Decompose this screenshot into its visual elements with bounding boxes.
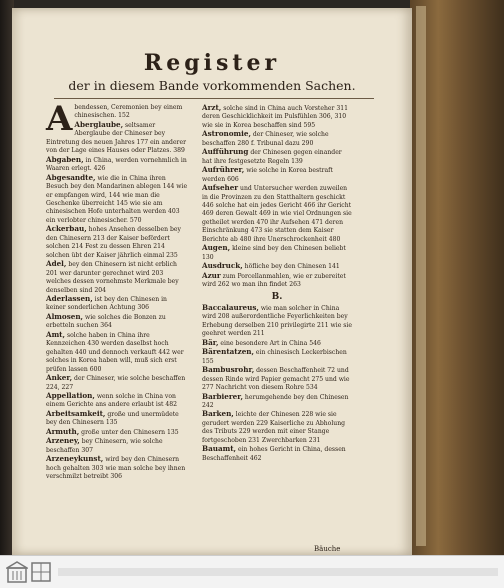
entry-keyword: Aufführung — [202, 147, 249, 157]
entry-keyword: Aufrührer, — [202, 165, 245, 175]
index-entry — [46, 260, 188, 295]
entry-text: höfliche bey den Chinesen 141 — [242, 263, 340, 271]
entry-keyword: Abgesandte, — [46, 172, 96, 182]
institution-logo-icon — [30, 560, 52, 584]
entry-text: der Chineser, wie solche beschaffen 280 f. Tribunal dazu 290 — [202, 131, 329, 147]
index-entry — [202, 148, 352, 166]
entry-text: bendessen, Ceremonien bey einem chinesischen. 152 — [74, 104, 183, 120]
title-rule — [54, 98, 374, 99]
entry-text: herumgehende bey den Chinesen 242 — [202, 393, 349, 409]
entry-text: ein hohes Gericht in China, dessen Beschaffenheit 462 — [202, 446, 346, 462]
entry-keyword: Aderlassen, — [46, 293, 93, 303]
entry-keyword: Baccalaureus, — [202, 302, 259, 312]
index-entry — [46, 156, 188, 174]
index-entry — [202, 393, 352, 411]
index-entry — [46, 437, 188, 455]
index-entry — [202, 348, 352, 366]
entry-text: wie man solcher in China wird 208 außerordentliche Feyerlichkeiten bey Erhebung derselben 210 privilegirte 211 wie sie geehret werden 211 — [202, 304, 352, 338]
index-entry — [202, 184, 352, 244]
entry-keyword: Aberglaube, — [74, 119, 124, 129]
entry-text: bey Chinesern, wie solche beschaffen 307 — [46, 438, 163, 454]
index-column-left — [46, 99, 188, 481]
index-entry — [202, 262, 352, 271]
book-edge — [410, 0, 504, 555]
viewer-footer — [0, 555, 504, 588]
index-entry — [46, 295, 188, 313]
index-entry — [202, 410, 352, 445]
index-entry — [202, 366, 352, 392]
entry-keyword: Amt, — [46, 329, 66, 339]
drop-cap: A — [46, 99, 73, 139]
page-subtitle: der in diesem Bande vorkommenden Sachen. — [68, 78, 356, 93]
entry-text: hohes Ansehen desselben bey den Chinesern 213 der Kaiser befördert solchen 214 Fest zu dessen Ehren 214 solchen übt der Kaiser jährlich einmal 235 — [46, 226, 181, 259]
entry-text: wenn solche in China von einem Gerichte ans andere erlaubt ist 482 — [46, 392, 178, 409]
entry-text: und Untersucher werden zuweilen in die Provinzen zu den Statthaltern geschickt 446 solche hat ein jedes Gericht 466 ihr Gericht 469 deren Gewalt 469 in wie viel Ordnungen sie getheilet werden 470 ihr Aufsehen 471 deren Einschränkung 473 sie statten dem Kaiser Berichte ab 480 ihre Unerschrockenheit 480 — [202, 185, 352, 243]
page-title: Register — [143, 50, 281, 76]
entry-text: kleine sind bey den Chinesen beliebt 130 — [202, 245, 346, 261]
entry-text: wie die in China ihren Besuch bey den Mandarinen ablegen 144 wie er empfangen wird, 144 wie man die Geschenke überreicht 145 wie sie am chinesischen Hofe unterhalten werden 403 ein verlobter chinesischer. 570 — [46, 174, 188, 224]
entry-keyword: Anker, — [46, 373, 73, 383]
index-entry — [46, 410, 188, 428]
entry-text: ein chinesisch Leckerbischen 155 — [202, 349, 347, 365]
entry-keyword: Almosen, — [46, 311, 84, 321]
book-page — [12, 8, 412, 555]
entry-keyword: Astronomie, — [202, 129, 251, 139]
entry-text: in China, werden vornehmlich in Waaren erlegt. 426 — [46, 156, 187, 173]
entry-keyword: Arbeitsamkeit, — [46, 408, 106, 418]
page-edge-strip — [416, 6, 426, 546]
entry-keyword: Barbierer, — [202, 391, 243, 401]
section-letter: B. — [271, 291, 283, 302]
index-entry — [202, 130, 352, 148]
entry-keyword: Arzeney, — [46, 436, 80, 446]
index-entry — [46, 455, 188, 481]
entry-keyword: Augen, — [202, 243, 231, 253]
entry-keyword: Arzeneykunst, — [46, 454, 104, 464]
entry-keyword: Ackerbau, — [46, 224, 87, 234]
entry-keyword: Armuth, — [46, 426, 80, 436]
index-entry — [202, 166, 352, 184]
entry-text: bey den Chinesern ist nicht erblich 201 wer darunter gerechnet wird 203 welches dessen vornehmste Merkmale bey denselben sind 204 — [46, 261, 179, 294]
entry-text: solche haben in China ihre Kennzeichen 430 werden daselbst hoch gehalten 440 und dennoch verkauft 442 wer solches in Korea haben will, muß sich erst prüfen lassen 600 — [46, 331, 184, 373]
entry-text: eine besondere Art in China 546 — [218, 339, 321, 347]
entry-text: dessen Beschaffenheit 72 und dessen Rinde wird Papier gemacht 275 und wie 277 Nachricht von diesem Rohre 534 — [202, 367, 350, 392]
index-entry — [202, 244, 352, 262]
entry-text: leichte der Chinesen 228 wie sie gerudert werden 229 Kaiserliche zu Abholung des Tributs 229 werden mit einer Stange fortgeschoben 231 Zwerchbarken 231 — [202, 411, 346, 444]
entry-keyword: Abgaben, — [46, 154, 84, 164]
entry-keyword: Ausdruck, — [202, 261, 243, 271]
entry-keyword: Arzt, — [202, 103, 222, 112]
entry-keyword: Barken, — [202, 409, 234, 419]
entry-text: seltsamer Aberglaube der Chineser bey Eintretung des neuen Jahres 177 ein anderer von der Lage eines Hauses oder Platzes. 389 — [46, 121, 186, 155]
entry-keyword: Adel, — [46, 259, 67, 269]
index-entry — [202, 304, 352, 339]
entry-keyword: Bauamt, — [202, 444, 237, 454]
entry-text: der Chinesen gegen einander hat ihre festgesetzte Regeln 139 — [202, 149, 342, 165]
entry-keyword: Bambusrohr, — [202, 365, 255, 375]
entry-keyword: Azur — [202, 270, 221, 280]
library-logo-icon — [6, 560, 28, 584]
entry-text: wie solche in Korea bestraft werden 606 — [202, 167, 333, 183]
index-entry — [202, 445, 352, 463]
footer-bar — [58, 568, 498, 576]
entry-text: wie solches die Bonzen zu erbetteln suchen 364 — [46, 313, 166, 330]
entry-keyword: Bärentatzen, — [202, 347, 254, 357]
index-column-right — [202, 104, 352, 463]
index-entry — [202, 104, 352, 130]
entry-text: solche sind in China auch Vorsteher 311 deren Geschicklichkeit im Pulsfühlen 306, 310 wie sie in Korea beschaffen sind 595 — [202, 105, 348, 129]
index-entry — [46, 313, 188, 331]
index-entry — [46, 374, 188, 392]
entry-text: ist bey den Chinesen in keiner sonderlichen Achtung 306 — [46, 295, 167, 312]
entry-text: große und unermüdete bey den Chinesern 135 — [46, 410, 179, 427]
entry-text: wird bey den Chinesern hoch gehalten 303 wie man solche bey ihnen verschmilzt betreibt 306 — [46, 456, 186, 481]
index-entry — [46, 331, 188, 374]
index-entry — [46, 225, 188, 260]
index-entry — [46, 174, 188, 226]
entry-keyword: Aufseher — [202, 183, 239, 193]
index-entry — [46, 392, 188, 410]
catchword: Bäuche — [314, 545, 341, 553]
index-entry — [202, 272, 352, 290]
entry-keyword: Bär, — [202, 337, 219, 347]
entry-text: der Chineser, wie solche beschaffen 224, 227 — [46, 375, 186, 391]
entry-text: große unter den Chinesern 135 — [79, 428, 179, 436]
entry-keyword: Appellation, — [46, 390, 95, 400]
entry-text: zum Porcellanmahlen, wie er zubereitet wird 262 wo man ihn findet 263 — [202, 272, 346, 289]
